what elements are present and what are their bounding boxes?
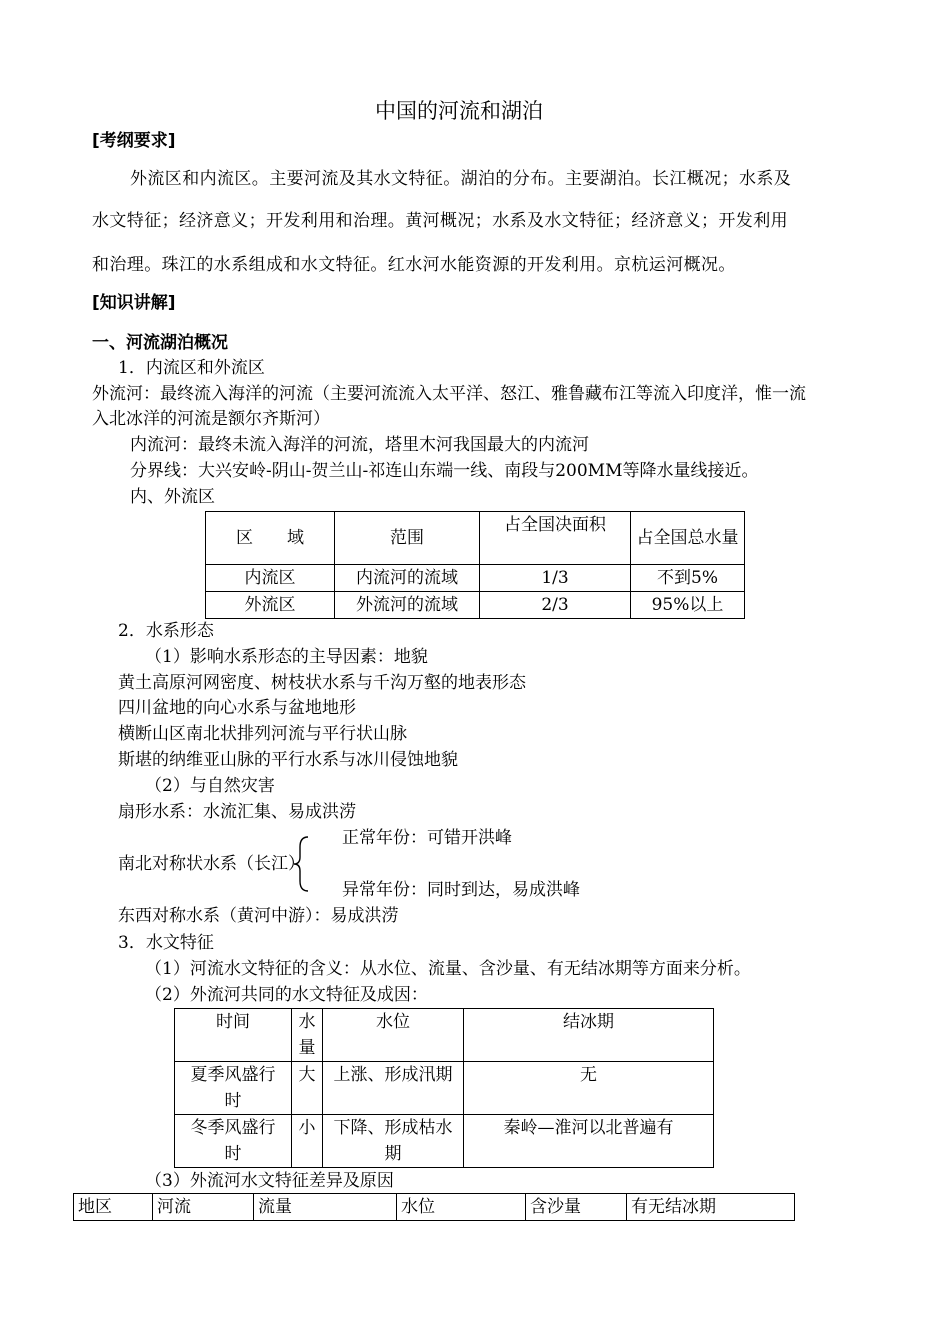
table-header-cell: 含沙量 xyxy=(526,1194,627,1221)
table-cell: 冬季风盛行时 xyxy=(175,1115,292,1168)
section-knowledge: [知识讲解] xyxy=(92,293,176,313)
table-cell: 内流河的流域 xyxy=(335,565,480,592)
table-header-cell: 河流 xyxy=(153,1194,254,1221)
hydro-common: （2）外流河共同的水文特征及成因： xyxy=(145,985,428,1005)
outflow-line-1: 外流河：最终流入海洋的河流（主要河流流入太平洋、怒江、雅鲁藏布江等流入印度洋，惟一流 xyxy=(92,384,806,404)
normal-year: 正常年份：可错开洪峰 xyxy=(342,828,512,848)
table-header-row xyxy=(74,1194,795,1221)
table-header-row xyxy=(206,512,745,565)
factor-item: 黄土高原河网密度、树枝状水系与千沟万壑的地表形态 xyxy=(118,673,526,693)
table-cell: 外流区 xyxy=(206,592,335,619)
hydro-diff: （3）外流河水文特征差异及原因 xyxy=(145,1171,394,1191)
table-header-cell: 水位 xyxy=(323,1009,464,1062)
inflow-river: 内流河：最终未流入海洋的河流，塔里木河我国最大的内流河 xyxy=(130,435,589,455)
heading-overview: 一、河流湖泊概况 xyxy=(92,333,228,353)
table-cell: 上涨、形成汛期 xyxy=(323,1062,464,1115)
table-header-cell: 水量 xyxy=(292,1009,323,1062)
table-header-cell: 区 域 xyxy=(206,512,335,565)
difference-table xyxy=(73,1193,795,1221)
table-cell: 内流区 xyxy=(206,565,335,592)
section-requirements: [考纲要求] xyxy=(92,131,176,151)
table-cell: 无 xyxy=(464,1062,714,1115)
hydrology-table xyxy=(174,1008,714,1168)
fan-system: 扇形水系：水流汇集、易成洪涝 xyxy=(118,802,356,822)
table-header-row xyxy=(175,1009,714,1062)
disaster-title: （2）与自然灾害 xyxy=(145,776,275,796)
table-header-cell: 水位 xyxy=(397,1194,526,1221)
table-header-cell: 时间 xyxy=(175,1009,292,1062)
region-table-caption: 内、外流区 xyxy=(130,487,215,507)
requirements-line-3: 和治理。珠江的水系组成和水文特征。红水河水能资源的开发利用。京杭运河概况。 xyxy=(92,255,736,275)
factor-item: 四川盆地的向心水系与盆地地形 xyxy=(118,698,356,718)
table-header-cell: 地区 xyxy=(74,1194,153,1221)
heading-river-system: 2．水系形态 xyxy=(118,621,214,641)
table-cell: 95%以上 xyxy=(631,592,745,619)
ew-system: 东西对称水系（黄河中游）：易成洪涝 xyxy=(118,906,399,926)
table-cell: 大 xyxy=(292,1062,323,1115)
heading-inflow-outflow: 1．内流区和外流区 xyxy=(118,358,265,378)
heading-hydrology: 3．水文特征 xyxy=(118,933,214,953)
table-cell: 夏季风盛行时 xyxy=(175,1062,292,1115)
table-cell: 下降、形成枯水期 xyxy=(323,1115,464,1168)
abnormal-year: 异常年份：同时到达，易成洪峰 xyxy=(342,880,580,900)
table-cell: 1/3 xyxy=(480,565,631,592)
factor-title: （1）影响水系形态的主导因素：地貌 xyxy=(145,647,428,667)
requirements-line-1: 外流区和内流区。主要河流及其水文特征。湖泊的分布。主要湖泊。长江概况；水系及 xyxy=(130,169,792,189)
region-table xyxy=(205,511,745,619)
table-row xyxy=(175,1115,714,1168)
table-row xyxy=(175,1062,714,1115)
table-cell: 外流河的流域 xyxy=(335,592,480,619)
table-cell: 不到5% xyxy=(631,565,745,592)
table-header-cell: 占全国决面积 xyxy=(480,512,631,565)
table-header-cell: 有无结冰期 xyxy=(627,1194,795,1221)
table-header-cell: 结冰期 xyxy=(464,1009,714,1062)
table-cell: 小 xyxy=(292,1115,323,1168)
table-header-cell: 占全国总水量 xyxy=(631,512,745,565)
table-header-cell: 流量 xyxy=(254,1194,397,1221)
table-cell: 2/3 xyxy=(480,592,631,619)
table-header-cell: 范围 xyxy=(335,512,480,565)
page-title: 中国的河流和湖泊 xyxy=(375,99,543,123)
table-cell: 秦岭—淮河以北普遍有 xyxy=(464,1115,714,1168)
table-row xyxy=(206,565,745,592)
hydro-meaning: （1）河流水文特征的含义：从水位、流量、含沙量、有无结冰期等方面来分析。 xyxy=(145,959,751,979)
factor-item: 斯堪的纳维亚山脉的平行水系与冰川侵蚀地貌 xyxy=(118,750,458,770)
ns-system: 南北对称状水系（长江） xyxy=(118,854,305,874)
table-row xyxy=(206,592,745,619)
boundary-line: 分界线：大兴安岭-阴山-贺兰山-祁连山东端一线、南段与200MM等降水量线接近。 xyxy=(130,461,759,481)
factor-item: 横断山区南北状排列河流与平行状山脉 xyxy=(118,724,407,744)
brace-icon xyxy=(292,835,314,893)
requirements-line-2: 水文特征；经济意义；开发利用和治理。黄河概况；水系及水文特征；经济意义；开发利用 xyxy=(92,211,788,231)
outflow-line-2: 入北冰洋的河流是额尔齐斯河） xyxy=(92,409,330,429)
